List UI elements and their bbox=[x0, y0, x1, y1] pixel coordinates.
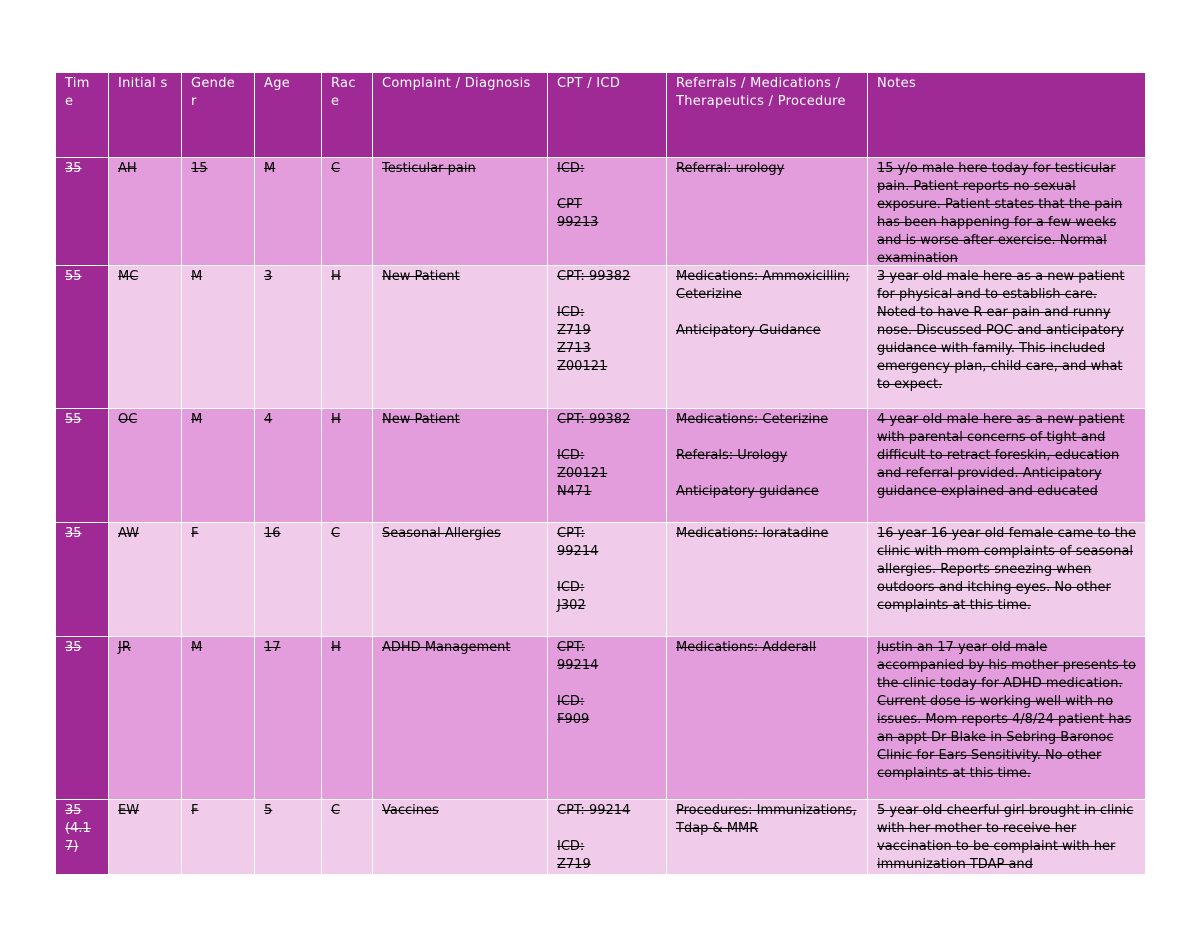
header-gender: Gende r bbox=[182, 73, 255, 158]
cell-diagnosis: ADHD Management bbox=[373, 637, 548, 800]
cell-race: H bbox=[322, 409, 373, 523]
cell-time: 35 bbox=[56, 523, 109, 637]
cell-time: 55 bbox=[56, 409, 109, 523]
cell-age: 5 bbox=[255, 800, 322, 875]
header-diagnosis: Complaint / Diagnosis bbox=[373, 73, 548, 158]
cell-race: H bbox=[322, 266, 373, 409]
cell-codes: CPT: 99214 ICD: F909 bbox=[548, 637, 667, 800]
cell-gender: 15 bbox=[182, 158, 255, 266]
header-referrals: Referrals / Medications / Therapeutics / Procedure bbox=[667, 73, 868, 158]
cell-initials: AH bbox=[109, 158, 182, 266]
cell-time: 55 bbox=[56, 266, 109, 409]
cell-notes: 15 y/o male here today for testicular pain. Patient reports no sexual exposure. Patient states that the pain has been happening for a few weeks and is worse after exercise. Normal examination bbox=[868, 158, 1146, 266]
header-codes: CPT / ICD bbox=[548, 73, 667, 158]
cell-codes: CPT: 99382 ICD: Z719 Z713 Z00121 bbox=[548, 266, 667, 409]
cell-notes: 16 year 16 year old female came to the clinic with mom complaints of seasonal allergies. Reports sneezing when outdoors and itching eyes. No other complaints at this time. bbox=[868, 523, 1146, 637]
cell-codes: CPT: 99214 ICD: J302 bbox=[548, 523, 667, 637]
cell-initials: JR bbox=[109, 637, 182, 800]
table-row bbox=[56, 637, 1146, 800]
cell-notes: 5 year old cheerful girl brought in clinic with her mother to receive her vaccination to be complaint with her immunization TDAP and bbox=[868, 800, 1146, 875]
table-row bbox=[56, 523, 1146, 637]
cell-codes: CPT: 99214 ICD: Z719 bbox=[548, 800, 667, 875]
cell-referrals: Procedures: Immunizations, Tdap & MMR bbox=[667, 800, 868, 875]
cell-age: 4 bbox=[255, 409, 322, 523]
cell-age: M bbox=[255, 158, 322, 266]
header-row bbox=[56, 73, 1146, 158]
table-row bbox=[56, 800, 1146, 875]
header-race: Rac e bbox=[322, 73, 373, 158]
header-time: Tim e bbox=[56, 73, 109, 158]
cell-codes: CPT: 99382 ICD: Z00121 N471 bbox=[548, 409, 667, 523]
cell-referrals: Medications: Ceterizine Referals: Urology Anticipatory guidance bbox=[667, 409, 868, 523]
cell-initials: EW bbox=[109, 800, 182, 875]
cell-diagnosis: Vaccines bbox=[373, 800, 548, 875]
table-body bbox=[56, 158, 1146, 875]
cell-referrals: Medications: Adderall bbox=[667, 637, 868, 800]
cell-gender: F bbox=[182, 523, 255, 637]
cell-time: 35 (4.1 7) bbox=[56, 800, 109, 875]
cell-time: 35 bbox=[56, 637, 109, 800]
cell-diagnosis: Seasonal Allergies bbox=[373, 523, 548, 637]
cell-race: C bbox=[322, 800, 373, 875]
cell-gender: F bbox=[182, 800, 255, 875]
cell-referrals: Medications: Ammoxicillin; Ceterizine Anticipatory Guidance bbox=[667, 266, 868, 409]
cell-diagnosis: Testicular pain bbox=[373, 158, 548, 266]
cell-age: 16 bbox=[255, 523, 322, 637]
cell-codes: ICD: CPT 99213 bbox=[548, 158, 667, 266]
patient-log-table bbox=[55, 72, 1146, 875]
cell-race: C bbox=[322, 523, 373, 637]
table-row bbox=[56, 266, 1146, 409]
cell-gender: M bbox=[182, 637, 255, 800]
header-age: Age bbox=[255, 73, 322, 158]
cell-notes: 4 year old male here as a new patient with parental concerns of tight and difficult to retract foreskin, education and referral provided. Anticipatory guidance explained and educated bbox=[868, 409, 1146, 523]
cell-notes: Justin an 17 year old male accompanied by his mother presents to the clinic today for ADHD medication. Current dose is working well with no issues. Mom reports 4/8/24 patient has an appt Dr Blake in Sebring Baronoc Clinic for Ears Sensitivity. No other complaints at this time. bbox=[868, 637, 1146, 800]
cell-initials: OC bbox=[109, 409, 182, 523]
table-row bbox=[56, 158, 1146, 266]
cell-notes: 3 year old male here as a new patient for physical and to establish care. Noted to have R ear pain and runny nose. Discussed POC and anticipatory guidance with family. This included emergency plan, child care, and what to expect. bbox=[868, 266, 1146, 409]
cell-age: 17 bbox=[255, 637, 322, 800]
cell-initials: AW bbox=[109, 523, 182, 637]
cell-gender: M bbox=[182, 409, 255, 523]
cell-race: C bbox=[322, 158, 373, 266]
cell-gender: M bbox=[182, 266, 255, 409]
cell-referrals: Medications: loratadine bbox=[667, 523, 868, 637]
header-notes: Notes bbox=[868, 73, 1146, 158]
cell-initials: MC bbox=[109, 266, 182, 409]
cell-time: 35 bbox=[56, 158, 109, 266]
cell-referrals: Referral: urology bbox=[667, 158, 868, 266]
cell-diagnosis: New Patient bbox=[373, 409, 548, 523]
header-initials: Initial s bbox=[109, 73, 182, 158]
table-row bbox=[56, 409, 1146, 523]
cell-diagnosis: New Patient bbox=[373, 266, 548, 409]
cell-age: 3 bbox=[255, 266, 322, 409]
cell-race: H bbox=[322, 637, 373, 800]
